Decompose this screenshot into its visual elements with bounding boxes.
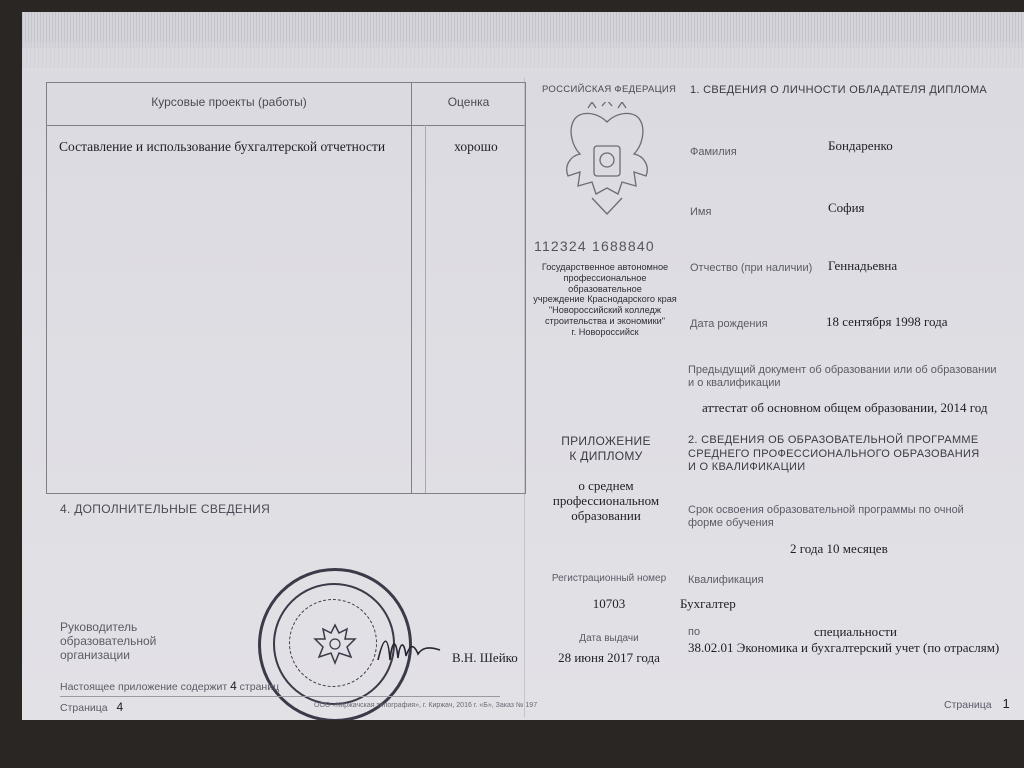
col-header-project: Курсовые проекты (работы): [151, 95, 307, 109]
name-label: Имя: [690, 206, 712, 218]
column-divider-inner: [425, 125, 426, 493]
document-subtitle-line-1: о среднем: [578, 478, 634, 493]
document-subtitle: [542, 478, 670, 523]
page-num-right: 1: [1002, 696, 1010, 711]
section-2-title-line-2: СРЕДНЕГО ПРОФЕССИОНАЛЬНОГО ОБРАЗОВАНИЯ: [688, 447, 980, 460]
page-fold: [524, 78, 525, 718]
section-1-title: 1. СВЕДЕНИЯ О ЛИЧНОСТИ ОБЛАДАТЕЛЯ ДИПЛОМА: [690, 84, 988, 96]
patronymic-label: Отчество (при наличии): [690, 262, 813, 274]
institution-line-2: профессиональное образовательное: [563, 272, 647, 294]
document-title: [546, 434, 666, 464]
surname-label: Фамилия: [690, 146, 737, 158]
serial-number: 112324 1688840: [534, 238, 655, 254]
institution-line-5: строительства и экономики": [544, 315, 666, 326]
pages-prefix: Настоящее приложение содержит: [60, 681, 228, 693]
document-subtitle-line-3: образовании: [571, 508, 641, 523]
country-name: РОССИЙСКАЯ ФЕДЕРАЦИЯ: [542, 84, 677, 95]
term-label: [688, 504, 964, 530]
issue-date-label: Дата выдачи: [579, 633, 639, 644]
printer-note: ООО «Киржачская типография», г. Киржач, 2016 г. «Б», Заказ № 197: [314, 702, 538, 709]
page-num-left: 4: [116, 700, 124, 714]
reg-number: 10703: [592, 596, 626, 611]
footer-divider: [60, 696, 500, 697]
name-value: София: [828, 200, 865, 215]
prev-doc-label-line-2: и о квалификации: [688, 377, 781, 389]
column-divider: [411, 83, 412, 493]
institution-line-4: "Новороссийский колледж: [548, 305, 662, 316]
institution-name: [530, 262, 680, 338]
section-2-title-line-3: И О КВАЛИФИКАЦИИ: [688, 461, 806, 473]
institution-line-6: г. Новороссийск: [571, 326, 639, 337]
dob-label: Дата рождения: [690, 318, 768, 330]
specialty-label: специальности: [814, 624, 897, 639]
term-label-line-1: Срок освоения образовательной программы по очной: [688, 504, 964, 516]
section-2-title-line-1: 2. СВЕДЕНИЯ ОБ ОБРАЗОВАТЕЛЬНОЙ ПРОГРАММЕ: [688, 434, 979, 446]
head-label-line-1: Руководитель: [60, 620, 138, 634]
page-label-right: Страница: [944, 699, 992, 711]
specialty-value: 38.02.01 Экономика и бухгалтерский учет (по отраслям): [688, 640, 1000, 655]
qualification-label: Квалификация: [688, 574, 764, 586]
head-name: В.Н. Шейко: [452, 650, 518, 665]
prev-doc-value: аттестат об основном общем образовании, 2014 год: [702, 400, 988, 415]
coursework-table: [46, 82, 526, 494]
prev-doc-label-line-1: Предыдущий документ об образовании или об образовании: [688, 364, 997, 376]
diploma-supplement-sheet: [22, 12, 1024, 720]
surname-value: Бондаренко: [828, 138, 893, 153]
col-header-grade: Оценка: [447, 95, 490, 109]
document-title-line-2: К ДИПЛОМУ: [569, 449, 643, 463]
pages-count: 4: [230, 679, 237, 693]
head-label-line-3: организации: [60, 648, 130, 662]
eagle-emblem-icon: [309, 617, 361, 669]
table-row-grade: хорошо: [454, 139, 498, 154]
document-title-line-1: ПРИЛОЖЕНИЕ: [561, 434, 651, 448]
pages-suffix: страниц: [239, 681, 280, 693]
head-label-line-2: образовательной: [60, 634, 157, 648]
document-subtitle-line-2: профессиональном: [552, 493, 660, 508]
security-pattern-fade: [22, 42, 1024, 68]
head-label: [60, 620, 156, 662]
section-2-title: [688, 434, 980, 475]
prev-doc-label: [688, 364, 997, 390]
term-value: 2 года 10 месяцев: [790, 541, 888, 556]
patronymic-value: Геннадьевна: [828, 258, 898, 273]
institution-line-3: учреждение Краснодарского края: [533, 294, 677, 305]
signature: [374, 630, 444, 670]
coat-of-arms-icon: [552, 102, 662, 218]
header-divider: [47, 125, 525, 126]
dob-value: 18 сентября 1998 года: [826, 314, 948, 329]
term-label-line-2: форме обучения: [688, 517, 774, 529]
section-4-title: 4. ДОПОЛНИТЕЛЬНЫЕ СВЕДЕНИЯ: [60, 502, 271, 516]
page-label-left: Страница: [60, 702, 108, 714]
qualification-value: Бухгалтер: [680, 596, 736, 611]
page-number-left: [60, 700, 123, 714]
page-number-right: [944, 696, 1010, 711]
pages-note: [60, 679, 279, 693]
reg-number-label: Регистрационный номер: [551, 573, 667, 584]
issue-date: 28 июня 2017 года: [558, 650, 660, 665]
institution-line-1: Государственное автономное: [541, 262, 669, 272]
by-label: по: [688, 626, 701, 638]
table-row-project: Составление и использование бухгалтерской отчетности: [59, 139, 386, 154]
